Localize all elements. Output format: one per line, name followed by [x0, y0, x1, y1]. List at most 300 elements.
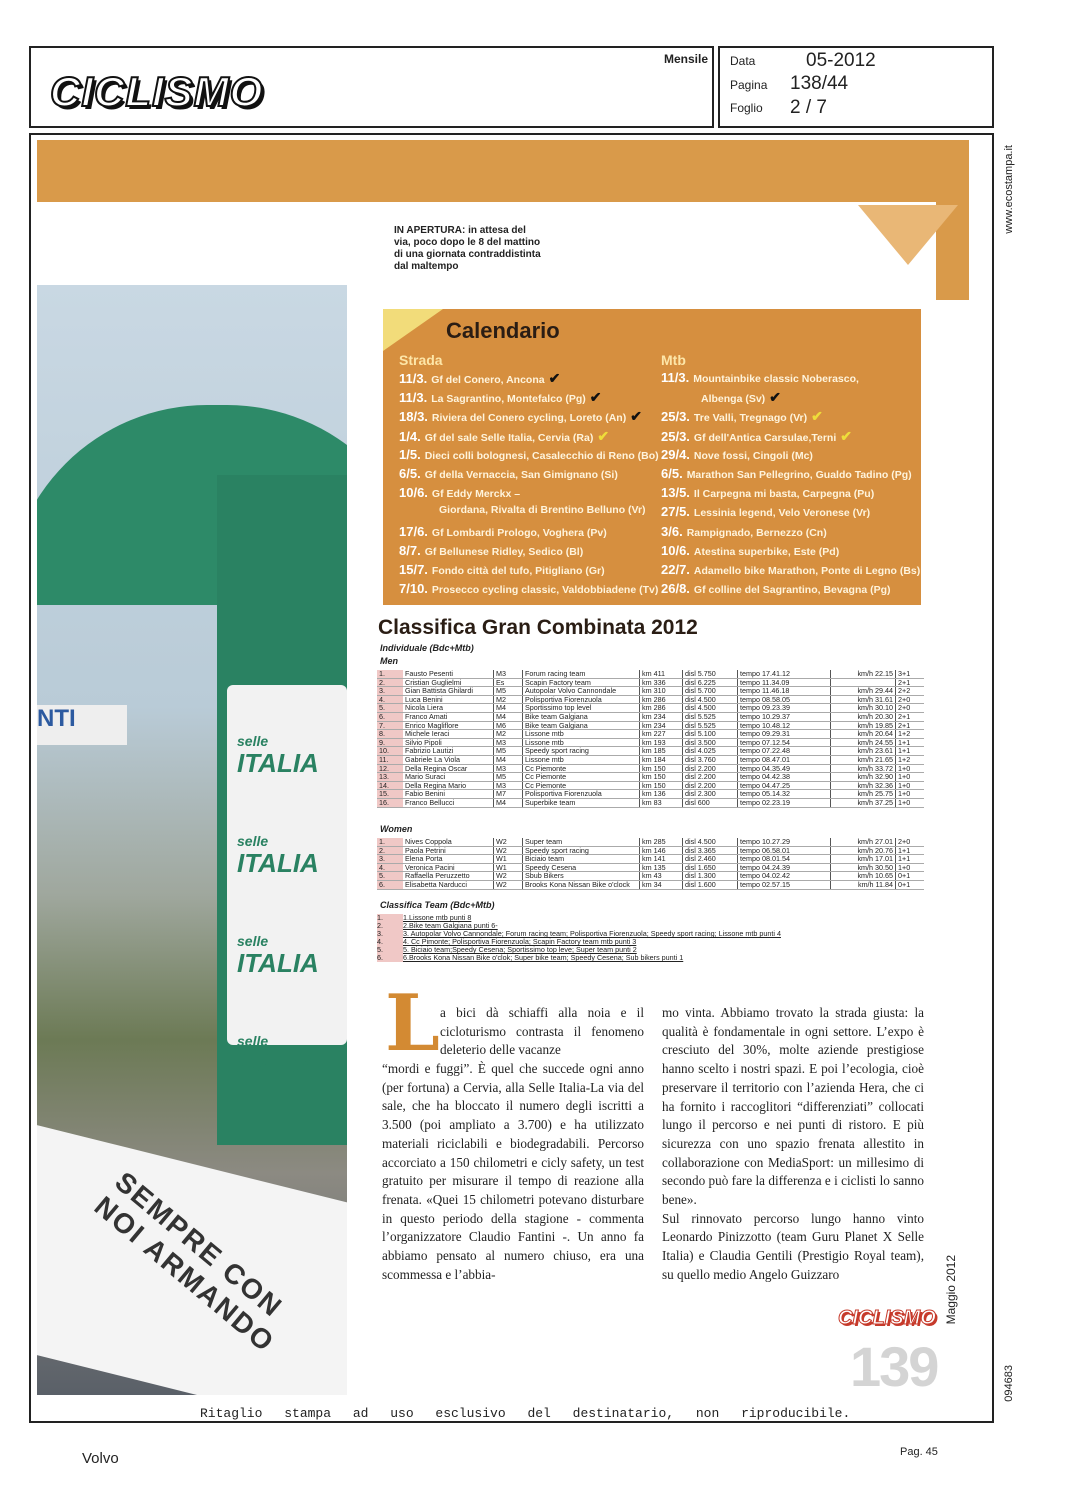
- table-cell: Nicola Liera: [403, 704, 494, 713]
- event-date: 6/5.: [399, 466, 421, 481]
- table-cell: disl 5.750: [683, 670, 738, 678]
- table-cell: disl 2.200: [683, 781, 738, 790]
- table-cell: tempo 05.14.32: [738, 790, 831, 799]
- table-cell: tempo 10.27.29: [738, 838, 831, 846]
- shop-sign: NTI: [37, 705, 127, 745]
- table-cell: tempo 02.23.19: [738, 798, 831, 807]
- table-cell: tempo 10.48.12: [738, 721, 831, 730]
- table-cell: Nives Coppola: [403, 838, 494, 846]
- table-cell: Fabrizio Lautizi: [403, 747, 494, 756]
- event-date: 25/3.: [661, 428, 690, 444]
- event-name: Rampignado, Bernezzo (Cn): [686, 526, 827, 539]
- event-name: Dieci colli bolognesi, Casalecchio di Reno (Bo): [424, 449, 659, 462]
- table-cell: km/h 32.90: [831, 773, 896, 782]
- table-cell: tempo 08.58.05: [738, 695, 831, 704]
- table-cell: 3.: [377, 687, 403, 696]
- table-cell: 1.: [377, 838, 403, 846]
- frequency-label: Mensile: [664, 52, 709, 66]
- table-cell: 5.: [377, 704, 403, 713]
- table-cell: 3+1: [896, 670, 925, 678]
- table-row: [377, 755, 924, 764]
- table-cell: Luca Benini: [403, 695, 494, 704]
- table-cell: km 136: [640, 790, 683, 799]
- mtb-event: [661, 485, 874, 500]
- table-cell: km/h 20.30: [831, 712, 896, 721]
- table-cell: km 146: [640, 846, 683, 855]
- pagina-value: 138/44: [790, 73, 849, 94]
- table-cell: 0+1: [896, 880, 925, 889]
- table-cell: 1+0: [896, 863, 925, 872]
- table-cell: Silvio Pipoli: [403, 738, 494, 747]
- table-cell: disl 6.225: [683, 678, 738, 687]
- table-cell: km/h 23.61: [831, 747, 896, 756]
- table-cell: km/h 27.01: [831, 838, 896, 846]
- check-icon: ✔: [589, 389, 602, 406]
- mtb-event: [661, 543, 839, 558]
- table-cell: 2.: [377, 846, 403, 855]
- strada-event: [399, 370, 560, 387]
- check-icon: ✔: [811, 408, 823, 425]
- team-entry: 4. Cc Pimonte; Polisportiva Fiorenzuola; Scapin Factory team mtb punti 3: [403, 937, 637, 946]
- table-cell: M3: [494, 764, 523, 773]
- pagina-label: Pagina: [730, 78, 768, 92]
- table-cell: km 34: [640, 880, 683, 889]
- article-column-2: [662, 1004, 924, 1285]
- event-name: Giordana, Rivalta di Brentino Belluno (Vr): [439, 504, 646, 517]
- event-date: 13/5.: [661, 485, 690, 501]
- check-icon: ✔: [840, 427, 852, 444]
- table-cell: disl 1.650: [683, 863, 738, 872]
- table-cell: km/h 20.76: [831, 846, 896, 855]
- event-name: Gf dell'Antica Carsulae,Terni: [693, 431, 837, 444]
- footer-brand: CICLISMO: [838, 1307, 936, 1329]
- event-date: 7/10.: [399, 581, 428, 597]
- team-entry: 6.Brooks Kona Nissan Bike o'clok; Super bike team; Speedy Cesena; Sub bikers punti 1: [403, 953, 684, 962]
- table-cell: Superbike team: [523, 798, 640, 807]
- table-cell: tempo 07.12.54: [738, 738, 831, 747]
- event-date: 11/3.: [399, 371, 428, 386]
- table-cell: km 43: [640, 872, 683, 881]
- event-name: Gf Bellunese Ridley, Sedico (Bl): [424, 545, 584, 558]
- table-cell: 1+0: [896, 773, 925, 782]
- table-cell: tempo 04.24.39: [738, 863, 831, 872]
- table-cell: 6.: [377, 712, 403, 721]
- table-cell: km 336: [640, 678, 683, 687]
- table-cell: 1+2: [896, 730, 925, 739]
- table-cell: tempo 02.57.15: [738, 880, 831, 889]
- table-cell: Michele Ieraci: [403, 730, 494, 739]
- table-cell: km/h 30.10: [831, 704, 896, 713]
- table-cell: disl 4.500: [683, 695, 738, 704]
- strada-event: [399, 428, 609, 445]
- table-cell: Gabriele La Viola: [403, 755, 494, 764]
- table-cell: km/h 17.01: [831, 855, 896, 864]
- table-cell: disl 3.365: [683, 846, 738, 855]
- table-cell: M3: [494, 670, 523, 678]
- event-name: Riviera del Conero cycling, Loreto (An): [431, 412, 627, 425]
- table-cell: km 286: [640, 695, 683, 704]
- event-date: 25/3.: [661, 409, 690, 425]
- table-cell: 1+0: [896, 764, 925, 773]
- mtb-event: [661, 524, 827, 539]
- table-cell: km/h 19.85: [831, 721, 896, 730]
- table-cell: M5: [494, 687, 523, 696]
- table-cell: Bike team Galgiana: [523, 712, 640, 721]
- data-label: Data: [730, 54, 756, 68]
- table-cell: M3: [494, 738, 523, 747]
- clipping-code: 094683: [1003, 1365, 1015, 1402]
- table-cell: 14.: [377, 781, 403, 790]
- race-start-photo: [37, 285, 347, 1395]
- orange-header-band: [37, 140, 969, 202]
- table-cell: 9.: [377, 738, 403, 747]
- table-cell: disl 3.760: [683, 755, 738, 764]
- event-name: Gf Eddy Merckx –: [431, 488, 521, 501]
- table-cell: km 310: [640, 687, 683, 696]
- table-cell: W2: [494, 846, 523, 855]
- individuale-label: Individuale (Bdc+Mtb): [380, 643, 474, 653]
- table-cell: tempo 11.34.09: [738, 678, 831, 687]
- table-cell: 1+1: [896, 738, 925, 747]
- event-name: Gf Lombardi Prologo, Voghera (Pv): [431, 526, 607, 539]
- sponsor-logo: selle ITALIA: [237, 833, 319, 878]
- table-cell: 1.: [377, 670, 403, 678]
- team-entry: 5. Biciaio team;Speedy Cesena; Sportissimo top leve; Super team punti 2: [403, 945, 637, 954]
- data-value: 05-2012: [806, 50, 876, 71]
- team-rank: 6.: [377, 954, 403, 962]
- event-date: 11/3.: [661, 370, 690, 385]
- table-cell: Super team: [523, 838, 640, 846]
- mtb-event: [661, 428, 852, 445]
- table-cell: W2: [494, 838, 523, 846]
- table-cell: 1+0: [896, 790, 925, 799]
- table-cell: Enrico Magliflore: [403, 721, 494, 730]
- table-cell: Franco Bellucci: [403, 798, 494, 807]
- table-cell: km 234: [640, 721, 683, 730]
- table-cell: Polisportiva Fiorenzuola: [523, 695, 640, 704]
- table-cell: Scapin Factory team: [523, 678, 640, 687]
- table-cell: km/h 21.65: [831, 755, 896, 764]
- table-cell: tempo 10.29.37: [738, 712, 831, 721]
- table-cell: km 234: [640, 712, 683, 721]
- table-cell: M4: [494, 798, 523, 807]
- table-cell: 11.: [377, 755, 403, 764]
- table-cell: km 227: [640, 730, 683, 739]
- men-table: [377, 670, 924, 808]
- table-cell: disl 1.300: [683, 872, 738, 881]
- table-cell: Lissone mtb: [523, 738, 640, 747]
- strada-event: [399, 581, 658, 596]
- women-label: Women: [380, 824, 413, 834]
- table-cell: 2+1: [896, 678, 925, 687]
- table-cell: M4: [494, 755, 523, 764]
- table-cell: tempo 08.01.54: [738, 855, 831, 864]
- table-row: [377, 855, 924, 864]
- mtb-event: [661, 389, 781, 406]
- women-table: [377, 838, 924, 890]
- table-row: [377, 838, 924, 846]
- event-date: 29/4.: [661, 446, 690, 462]
- event-name: Il Carpegna mi basta, Carpegna (Pu): [693, 488, 875, 501]
- strada-event: [399, 466, 618, 481]
- table-cell: km 150: [640, 764, 683, 773]
- event-name: Marathon San Pellegrino, Gualdo Tadino (Pg): [686, 469, 912, 481]
- table-row: [377, 880, 924, 889]
- table-cell: disl 4.025: [683, 747, 738, 756]
- event-date: 17/6.: [399, 523, 428, 539]
- table-cell: km/h 22.15: [831, 670, 896, 678]
- table-cell: km 411: [640, 670, 683, 678]
- table-cell: Autopolar Volvo Cannondale: [523, 687, 640, 696]
- event-date: 8/7.: [399, 542, 421, 558]
- article-paragraph: Sul rinnovato percorso lungo hanno vinto Leonardo Pinizzotto (team Guru Planet X Selle Italia) e Claudia Gentili (Prestigio Royal team), su quello medio Angelo Guizzaro: [662, 1210, 924, 1282]
- team-ranking-list: [377, 914, 781, 962]
- table-cell: disl 5.100: [683, 730, 738, 739]
- mtb-event: [661, 466, 912, 481]
- article-paragraph: mo vinta. Abbiamo trovato la strada giusta: la qualità è fondamentale in ogni settore. L’expo è cresciuto del 30%, molte aziende prestigiose hanno scelto i nostri spazi. E poi l’ecologia, cioè preservare il territorio con l’azienda Hera, che ci ha fornito i raccoglitori “differenziati” collocati lungo il percorso e nei punti di ristoro. E più sicurezza con uno spazio frenata allestito in collaborazione con MediaSport: un millesimo di secondo può fare la differenza e i ciclisti lo sanno bene».: [662, 1005, 924, 1208]
- table-cell: Forum racing team: [523, 670, 640, 678]
- table-cell: W1: [494, 863, 523, 872]
- table-cell: tempo 09.29.31: [738, 730, 831, 739]
- table-cell: km/h 32.36: [831, 781, 896, 790]
- table-cell: tempo 04.47.25: [738, 781, 831, 790]
- table-cell: 1+1: [896, 846, 925, 855]
- table-cell: M6: [494, 721, 523, 730]
- strada-heading: Strada: [399, 352, 443, 368]
- disclaimer: Ritaglio stampa ad uso esclusivo del destinatario, non riproducibile.: [200, 1406, 851, 1421]
- table-cell: 1+0: [896, 781, 925, 790]
- table-cell: km/h 31.61: [831, 695, 896, 704]
- table-cell: M3: [494, 781, 523, 790]
- event-name: Fondo città del tufo, Pitigliano (Gr): [431, 565, 605, 577]
- table-cell: disl 4.500: [683, 704, 738, 713]
- classifica-title: Classifica Gran Combinata 2012: [378, 616, 698, 639]
- table-cell: 10.: [377, 747, 403, 756]
- team-entry: 2.Bike team Galgiana punti 6-: [403, 921, 498, 930]
- event-name: Prosecco cycling classic, Valdobbiadene (Tv): [431, 584, 659, 597]
- table-cell: Sbub Bikers: [523, 872, 640, 881]
- table-cell: Lissone mtb: [523, 730, 640, 739]
- table-cell: W2: [494, 872, 523, 881]
- table-cell: 1+2: [896, 755, 925, 764]
- table-cell: M2: [494, 695, 523, 704]
- table-cell: 2+2: [896, 687, 925, 696]
- calendar-title: Calendario: [446, 318, 560, 343]
- mtb-event: [661, 562, 920, 577]
- foglio-label: Foglio: [730, 101, 763, 115]
- table-cell: 7.: [377, 721, 403, 730]
- event-name: Atestina superbike, Este (Pd): [693, 545, 840, 558]
- table-cell: Lissone mtb: [523, 755, 640, 764]
- chevron-down-icon: [858, 205, 958, 265]
- table-cell: disl 5.525: [683, 721, 738, 730]
- table-cell: 6.: [377, 880, 403, 889]
- team-rank: 1.: [377, 914, 403, 922]
- article-intro: a bici dà schiaffi alla noia e il cicloturismo contrasta il fenomeno deleterio delle vacanze: [440, 1005, 644, 1058]
- event-name: Gf del sale Selle Italia, Cervia (Ra): [424, 431, 594, 444]
- table-cell: km 141: [640, 855, 683, 864]
- event-date: 6/5.: [661, 466, 683, 481]
- event-date: 3/6.: [661, 523, 683, 539]
- table-cell: 15.: [377, 790, 403, 799]
- event-date: 10/6.: [399, 485, 428, 501]
- magazine-logo: CICLISMO: [50, 68, 264, 115]
- mtb-event: [661, 504, 870, 519]
- table-cell: km/h 24.55: [831, 738, 896, 747]
- table-cell: Franco Amati: [403, 712, 494, 721]
- sponsor-logo: selle ITALIA: [237, 733, 319, 778]
- table-cell: disl 3.500: [683, 738, 738, 747]
- event-name: Lessinia legend, Velo Veronese (Vr): [693, 507, 871, 520]
- table-cell: km/h 37.25: [831, 798, 896, 807]
- table-cell: km 150: [640, 773, 683, 782]
- table-cell: Bike team Galgiana: [523, 721, 640, 730]
- table-cell: km 286: [640, 704, 683, 713]
- table-cell: km/h 20.64: [831, 730, 896, 739]
- table-cell: M7: [494, 790, 523, 799]
- source-url: www.ecostampa.it: [1003, 145, 1015, 234]
- event-date: 18/3.: [399, 409, 428, 425]
- table-cell: 2+0: [896, 838, 925, 846]
- mtb-event: [661, 581, 891, 596]
- table-cell: Es: [494, 678, 523, 687]
- team-rank: 4.: [377, 938, 403, 946]
- table-cell: tempo 04.02.42: [738, 872, 831, 881]
- issue-date: Maggio 2012: [944, 1255, 958, 1325]
- table-cell: km/h 33.72: [831, 764, 896, 773]
- table-cell: W1: [494, 855, 523, 864]
- table-cell: disl 4.500: [683, 838, 738, 846]
- team-entry: 3. Autopolar Volvo Cannondale; Forum racing team; Polisportiva Fiorenzuola; Speedy sport racing; Lissone mtb punti 4: [403, 929, 781, 938]
- table-row: [377, 670, 924, 678]
- photo-caption: IN APERTURA: in attesa del via, poco dopo le 8 del mattino di una giornata contraddistinta dal maltempo: [394, 225, 541, 272]
- table-cell: Fausto Pesenti: [403, 670, 494, 678]
- table-cell: Brooks Kona Nissan Bike o'clock: [523, 880, 640, 889]
- table-cell: 1+0: [896, 798, 925, 807]
- list-item: [377, 954, 781, 962]
- mtb-event: [661, 370, 859, 385]
- table-cell: 12.: [377, 764, 403, 773]
- table-row: [377, 687, 924, 696]
- event-name: Nove fossi, Cingoli (Mc): [693, 449, 813, 462]
- table-cell: 0+1: [896, 872, 925, 881]
- table-cell: km 185: [640, 747, 683, 756]
- event-date: 26/8.: [661, 581, 690, 597]
- table-cell: km 83: [640, 798, 683, 807]
- table-cell: W2: [494, 880, 523, 889]
- table-cell: Cristian Guglielmi: [403, 678, 494, 687]
- strada-event: [399, 543, 583, 558]
- table-row: [377, 730, 924, 739]
- table-cell: 1+1: [896, 855, 925, 864]
- table-cell: M5: [494, 747, 523, 756]
- table-cell: tempo 11.46.18: [738, 687, 831, 696]
- banner-text: SEMPRE CON NOI ARMANDO: [88, 1165, 289, 1359]
- table-cell: disl 5.700: [683, 687, 738, 696]
- table-cell: Sportissimo top level: [523, 704, 640, 713]
- drop-cap: L: [385, 978, 440, 1069]
- table-cell: M4: [494, 712, 523, 721]
- strada-event: [399, 447, 659, 462]
- table-cell: Della Regina Oscar: [403, 764, 494, 773]
- table-cell: Speedy Cesena: [523, 863, 640, 872]
- table-cell: tempo 08.47.01: [738, 755, 831, 764]
- strada-event: [399, 504, 646, 516]
- table-cell: 4.: [377, 863, 403, 872]
- table-cell: 1+1: [896, 747, 925, 756]
- table-cell: disl 5.525: [683, 712, 738, 721]
- table-cell: disl 2.460: [683, 855, 738, 864]
- table-cell: tempo 07.22.48: [738, 747, 831, 756]
- header-divider: [712, 46, 714, 128]
- team-rank: 2.: [377, 922, 403, 930]
- team-label: Classifica Team (Bdc+Mtb): [380, 900, 495, 910]
- table-cell: km/h 29.44: [831, 687, 896, 696]
- event-date: 15/7.: [399, 562, 428, 577]
- check-icon: ✔: [548, 370, 561, 386]
- event-name: Tre Valli, Tregnago (Vr): [693, 412, 808, 425]
- mtb-event: [661, 447, 813, 462]
- table-cell: 3.: [377, 855, 403, 864]
- table-cell: Cc Piemonte: [523, 764, 640, 773]
- event-date: 22/7.: [661, 562, 690, 577]
- table-cell: disl 2.200: [683, 773, 738, 782]
- table-cell: Elena Porta: [403, 855, 494, 864]
- table-cell: km 184: [640, 755, 683, 764]
- table-cell: tempo 09.23.39: [738, 704, 831, 713]
- table-cell: M2: [494, 730, 523, 739]
- team-rank: 5.: [377, 946, 403, 954]
- calendar-corner: [383, 309, 443, 351]
- table-cell: 2+1: [896, 721, 925, 730]
- article-column-1: “mordi e fuggi”. È quel che succede ogni anno (per fortuna) a Cervia, alla Selle Italia-La via del sale, che ha bloccato il numero degli iscritti a 3.500 (poi ampliato a 3.700) e ha utilizzato materiali riciclabili e biodegradabili. Percorso accorciato a 150 chilometri e cicly safety, un test gratuito per misurare il tempo di reazione alla frenata. «Quei 15 chilometri potevano disturbare in questo periodo della stagione - commenta l’organizzatore Claudio Fantini -. Un anno fa abbiamo pensato al numero chiuso, era una scommessa e l’abbia-: [382, 1061, 644, 1282]
- strada-event: [399, 408, 642, 425]
- check-icon: ✔: [630, 408, 642, 425]
- event-date: 1/5.: [399, 446, 421, 462]
- table-cell: Elisabetta Narducci: [403, 880, 494, 889]
- table-cell: km 135: [640, 863, 683, 872]
- table-cell: km/h 10.65: [831, 872, 896, 881]
- table-row: [377, 773, 924, 782]
- sponsor-logo: selle ITALIA: [237, 933, 319, 978]
- table-cell: disl 1.600: [683, 880, 738, 889]
- table-cell: tempo 04.42.38: [738, 773, 831, 782]
- table-cell: disl 2.200: [683, 764, 738, 773]
- table-cell: km/h 25.75: [831, 790, 896, 799]
- table-cell: disl 2.300: [683, 790, 738, 799]
- table-cell: Veronica Pacini: [403, 863, 494, 872]
- table-cell: Della Regina Mario: [403, 781, 494, 790]
- table-cell: disl 600: [683, 798, 738, 807]
- table-cell: km 150: [640, 781, 683, 790]
- table-cell: Speedy sport racing: [523, 747, 640, 756]
- footer-page: Pag. 45: [900, 1446, 938, 1458]
- table-cell: 2.: [377, 678, 403, 687]
- event-name: Mountainbike classic Noberasco,: [693, 373, 859, 385]
- event-name: Gf colline del Sagrantino, Bevagna (Pg): [693, 584, 891, 597]
- table-cell: 16.: [377, 798, 403, 807]
- strada-event: [399, 485, 520, 500]
- table-cell: Mario Suraci: [403, 773, 494, 782]
- table-cell: Paola Petrini: [403, 846, 494, 855]
- check-icon: ✔: [769, 389, 781, 406]
- table-cell: 8.: [377, 730, 403, 739]
- event-date: 27/5.: [661, 504, 690, 520]
- men-label: Men: [380, 656, 398, 666]
- table-cell: 2+1: [896, 712, 925, 721]
- event-date: 11/3.: [399, 390, 428, 406]
- mtb-event: [661, 408, 823, 425]
